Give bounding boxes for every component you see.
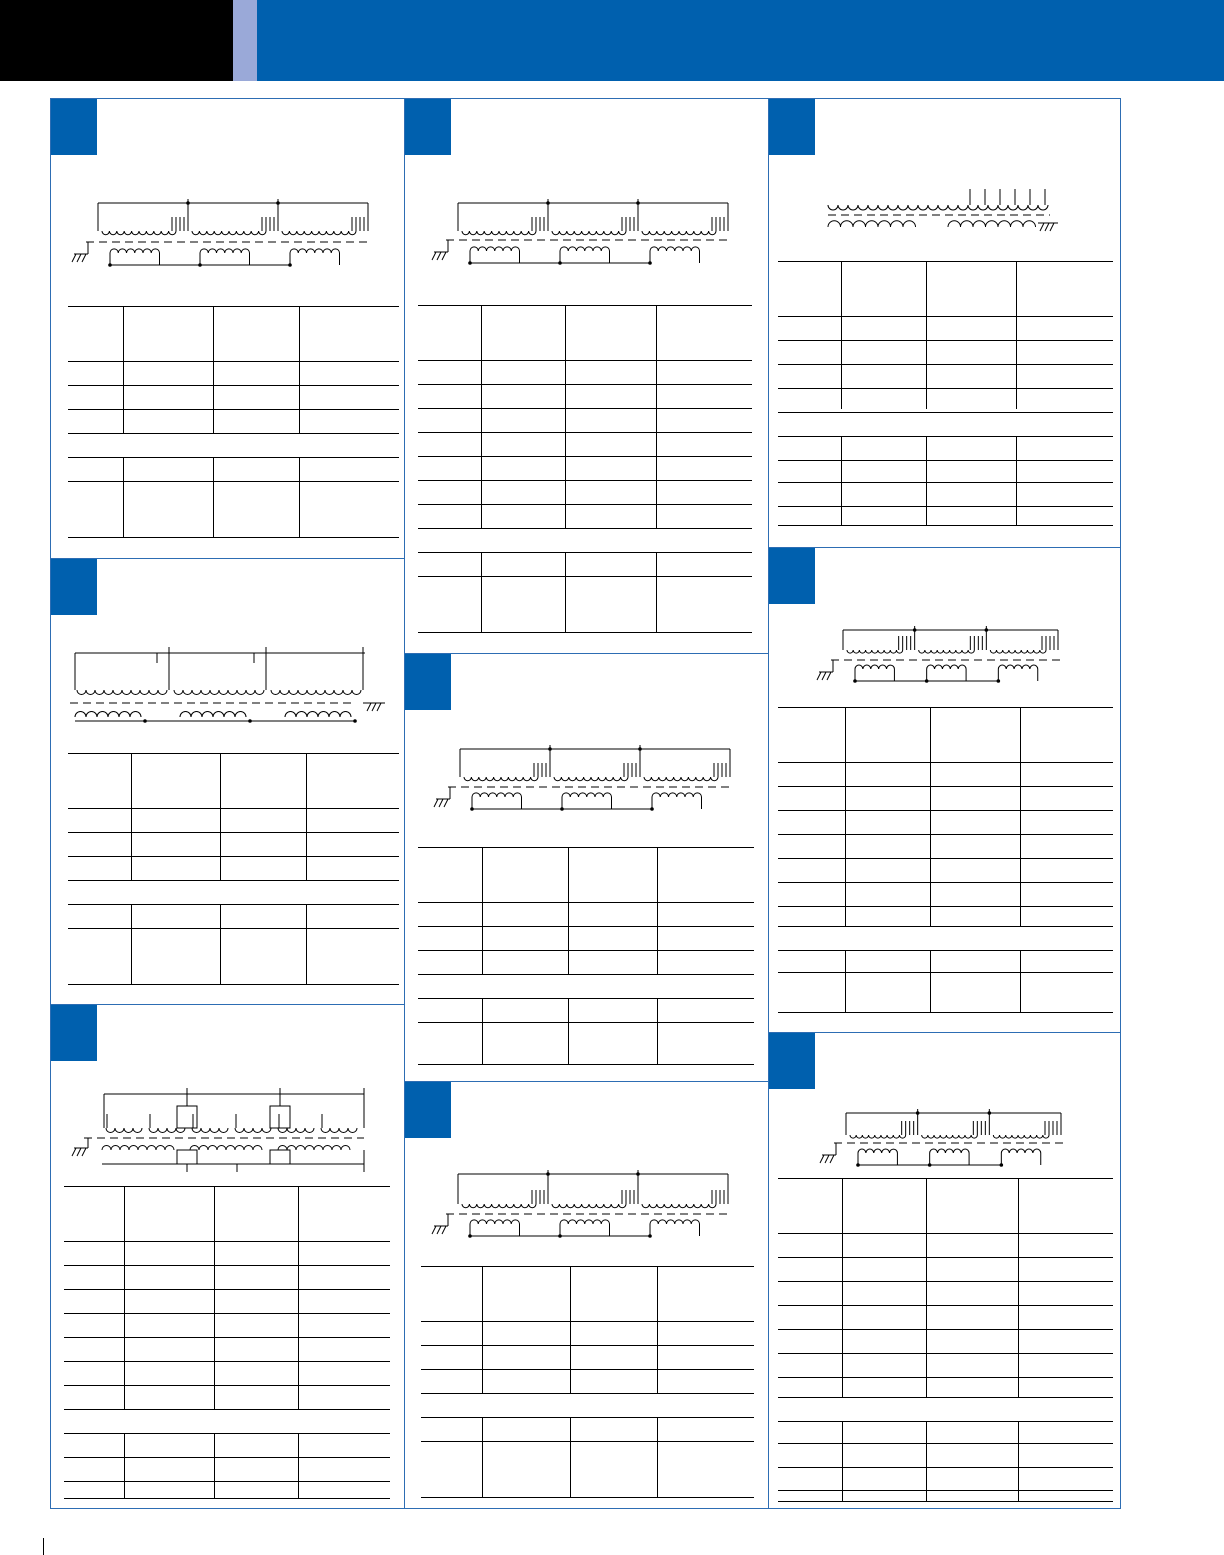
panel-8-badge [769,548,815,604]
panel-4-badge [51,1005,97,1061]
panel-2-badge [51,559,97,615]
spec-table-4 [64,1186,390,1500]
spec-table-5 [418,305,752,634]
panel-5-badge [405,99,451,155]
transformer-diagram-2 [65,645,395,725]
panel-3-badge [769,99,815,155]
spec-table-7 [421,1266,754,1499]
spec-table-3 [778,261,1113,527]
transformer-diagram-4 [72,1082,372,1177]
panel-9-badge [769,1033,815,1089]
transformer-diagram-3 [820,183,1065,243]
page-footer-mark [43,1538,44,1555]
panel-6-badge [405,654,451,710]
spec-table-8 [778,707,1113,1014]
spec-table-2 [68,753,399,986]
spec-table-6 [418,847,754,1066]
transformer-diagram-8 [815,620,1070,685]
panel-7-badge [405,1082,451,1138]
panel-1-badge [51,99,97,155]
spec-table-1 [68,306,399,539]
spec-table-9 [778,1178,1113,1503]
transformer-diagram-9 [818,1105,1073,1165]
transformer-diagram-6 [432,735,742,820]
transformer-diagram-5 [430,185,740,275]
transformer-diagram-1 [70,185,380,275]
transformer-diagram-7 [430,1160,740,1245]
